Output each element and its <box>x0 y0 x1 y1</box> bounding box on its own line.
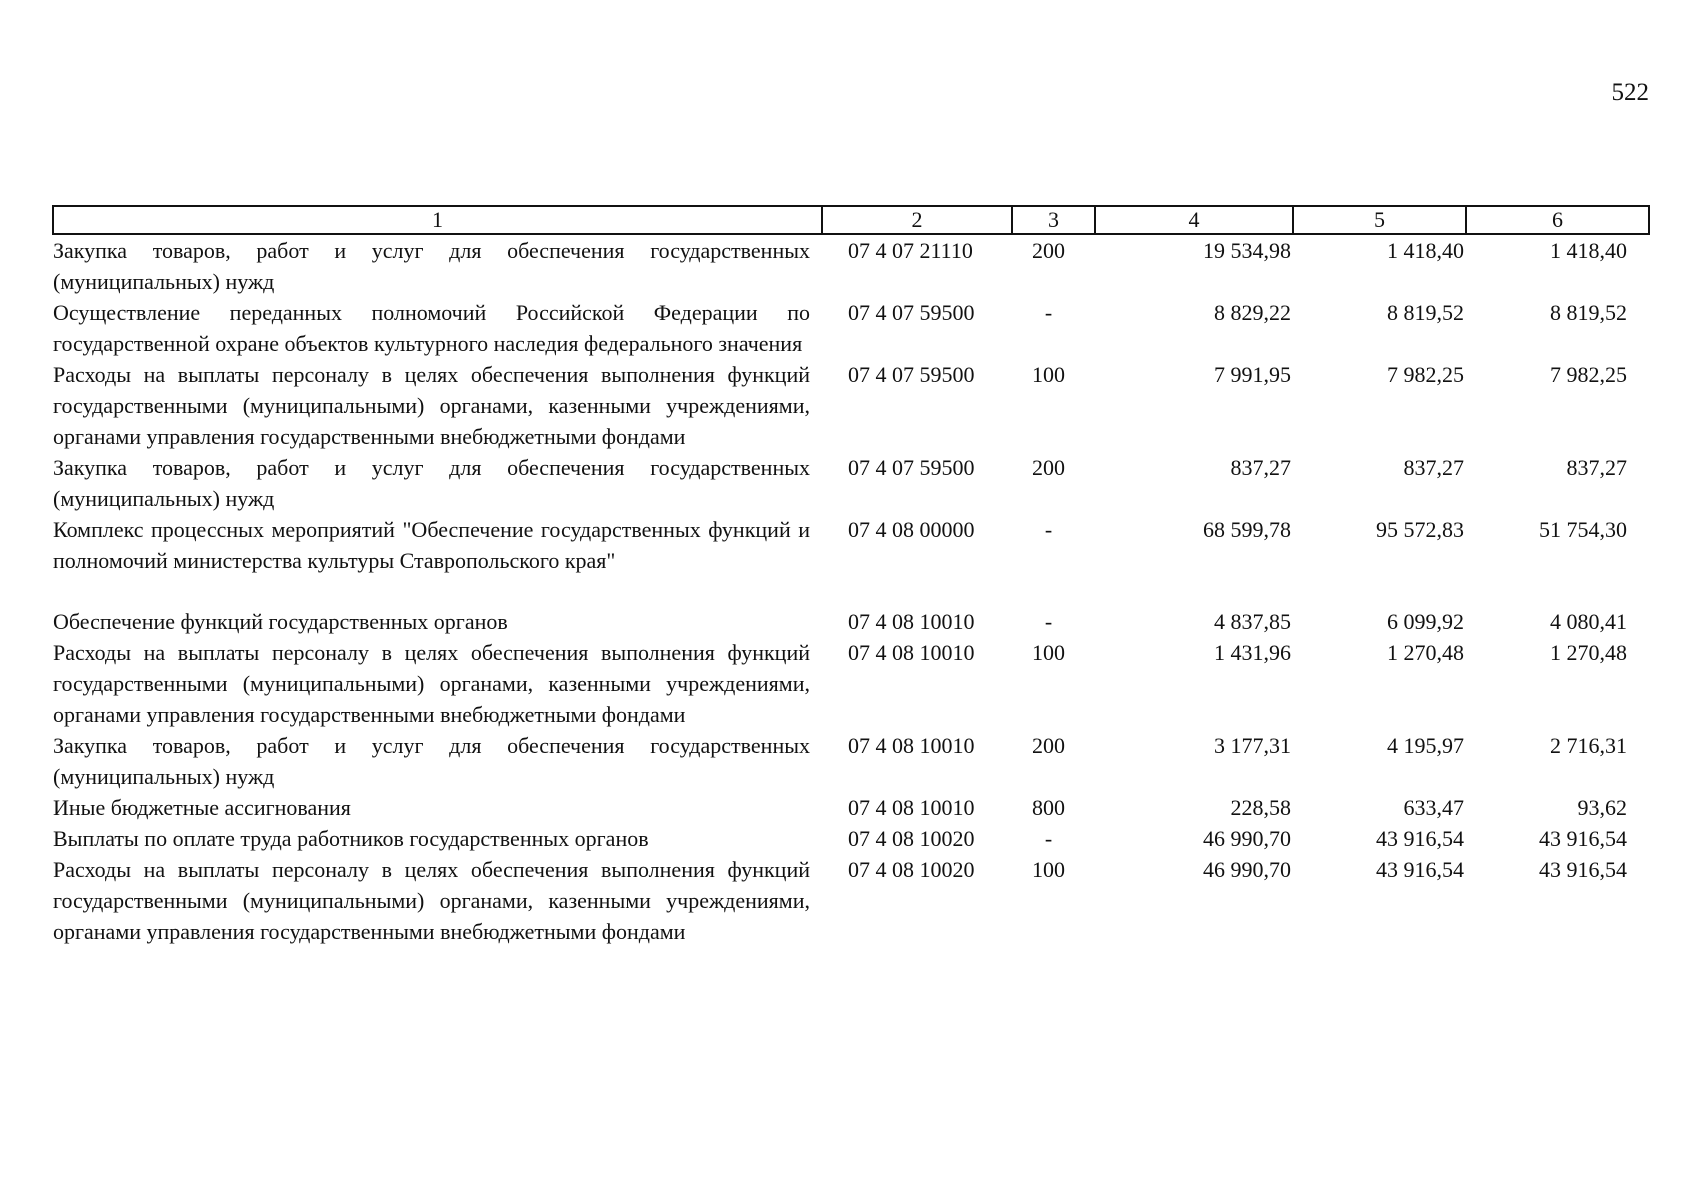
row-code: 07 4 08 10010 <box>848 640 975 665</box>
row-name: Иные бюджетные ассигнования <box>53 795 351 820</box>
row-value-6: 51 754,30 <box>1539 517 1627 542</box>
row-value-4: 46 990,70 <box>1203 826 1291 851</box>
row-type: 800 <box>1032 795 1065 820</box>
row-value-6: 1 270,48 <box>1550 640 1627 665</box>
row-name: Закупка товаров, работ и услуг для обеспечения государственных (муниципальных) нужд <box>53 455 810 511</box>
budget-table <box>52 205 1650 947</box>
row-type: - <box>1044 609 1053 634</box>
header-row <box>53 206 1649 234</box>
table-row <box>53 854 1649 947</box>
header-col-4: 4 <box>1095 206 1293 234</box>
row-code: 07 4 07 59500 <box>848 300 975 325</box>
row-value-6: 8 819,52 <box>1550 300 1627 325</box>
row-value-5: 7 982,25 <box>1387 362 1464 387</box>
row-value-6: 93,62 <box>1577 795 1627 820</box>
row-value-5: 4 195,97 <box>1387 733 1464 758</box>
row-type: - <box>1044 300 1053 325</box>
row-value-5: 6 099,92 <box>1387 609 1464 634</box>
row-value-5: 95 572,83 <box>1376 517 1464 542</box>
table-row <box>53 514 1649 576</box>
row-code: 07 4 07 21110 <box>848 238 973 263</box>
row-type: 100 <box>1032 362 1065 387</box>
row-value-4: 4 837,85 <box>1214 609 1291 634</box>
row-value-5: 43 916,54 <box>1376 826 1464 851</box>
row-code: 07 4 08 10010 <box>848 795 975 820</box>
row-value-6: 7 982,25 <box>1550 362 1627 387</box>
row-code: 07 4 08 00000 <box>848 517 975 542</box>
row-value-4: 1 431,96 <box>1214 640 1291 665</box>
table-row <box>53 823 1649 854</box>
header-col-6: 6 <box>1466 206 1649 234</box>
row-type: 100 <box>1032 640 1065 665</box>
table-row <box>53 792 1649 823</box>
row-name: Закупка товаров, работ и услуг для обеспечения государственных (муниципальных) нужд <box>53 733 810 789</box>
row-type: - <box>1044 517 1053 542</box>
row-name: Комплекс процессных мероприятий "Обеспечение государственных функций и полномочий министерства культуры Ставропольского края" <box>53 517 810 573</box>
row-code: 07 4 07 59500 <box>848 455 975 480</box>
table-row <box>53 234 1649 297</box>
row-type: 200 <box>1032 238 1065 263</box>
header-col-3: 3 <box>1012 206 1095 234</box>
row-value-5: 43 916,54 <box>1376 857 1464 882</box>
spacer-row <box>53 576 1649 606</box>
page-number: 522 <box>1611 79 1649 106</box>
row-name: Расходы на выплаты персоналу в целях обеспечения выполнения функций государственными (муниципальными) органами, казенными учреждениями, органами управления государственными внебюджетными фондами <box>53 362 810 449</box>
row-value-4: 228,58 <box>1230 795 1291 820</box>
row-value-5: 8 819,52 <box>1387 300 1464 325</box>
row-value-5: 1 418,40 <box>1387 238 1464 263</box>
table-row <box>53 452 1649 514</box>
row-name: Обеспечение функций государственных органов <box>53 609 508 634</box>
row-value-5: 633,47 <box>1403 795 1464 820</box>
table-row <box>53 297 1649 359</box>
row-value-5: 1 270,48 <box>1387 640 1464 665</box>
row-code: 07 4 08 10020 <box>848 826 975 851</box>
row-code: 07 4 07 59500 <box>848 362 975 387</box>
row-value-6: 837,27 <box>1566 455 1627 480</box>
row-value-5: 837,27 <box>1403 455 1464 480</box>
row-name: Закупка товаров, работ и услуг для обеспечения государственных (муниципальных) нужд <box>53 238 810 294</box>
row-code: 07 4 08 10010 <box>848 609 975 634</box>
row-type: 200 <box>1032 733 1065 758</box>
row-type: 200 <box>1032 455 1065 480</box>
header-col-2: 2 <box>822 206 1012 234</box>
row-value-4: 19 534,98 <box>1203 238 1291 263</box>
row-type: - <box>1044 826 1053 851</box>
row-name: Выплаты по оплате труда работников государственных органов <box>53 826 649 851</box>
spacer-cell <box>53 576 1649 606</box>
row-value-6: 1 418,40 <box>1550 238 1627 263</box>
row-name: Расходы на выплаты персоналу в целях обеспечения выполнения функций государственными (муниципальными) органами, казенными учреждениями, органами управления государственными внебюджетными фондами <box>53 640 810 727</box>
row-value-4: 68 599,78 <box>1203 517 1291 542</box>
row-type: 100 <box>1032 857 1065 882</box>
row-name: Осуществление переданных полномочий Российской Федерации по государственной охране объектов культурного наследия федерального значения <box>53 300 810 356</box>
row-value-6: 43 916,54 <box>1539 826 1627 851</box>
table-row <box>53 606 1649 637</box>
table-row <box>53 359 1649 452</box>
row-code: 07 4 08 10020 <box>848 857 975 882</box>
row-value-6: 2 716,31 <box>1550 733 1627 758</box>
row-value-4: 3 177,31 <box>1214 733 1291 758</box>
row-value-4: 837,27 <box>1230 455 1291 480</box>
table-row <box>53 637 1649 730</box>
table-row <box>53 730 1649 792</box>
row-name: Расходы на выплаты персоналу в целях обеспечения выполнения функций государственными (муниципальными) органами, казенными учреждениями, органами управления государственными внебюджетными фондами <box>53 857 810 944</box>
header-col-5: 5 <box>1293 206 1466 234</box>
row-value-4: 46 990,70 <box>1203 857 1291 882</box>
row-value-6: 4 080,41 <box>1550 609 1627 634</box>
header-col-1: 1 <box>53 206 822 234</box>
row-value-6: 43 916,54 <box>1539 857 1627 882</box>
row-code: 07 4 08 10010 <box>848 733 975 758</box>
row-value-4: 7 991,95 <box>1214 362 1291 387</box>
row-value-4: 8 829,22 <box>1214 300 1291 325</box>
